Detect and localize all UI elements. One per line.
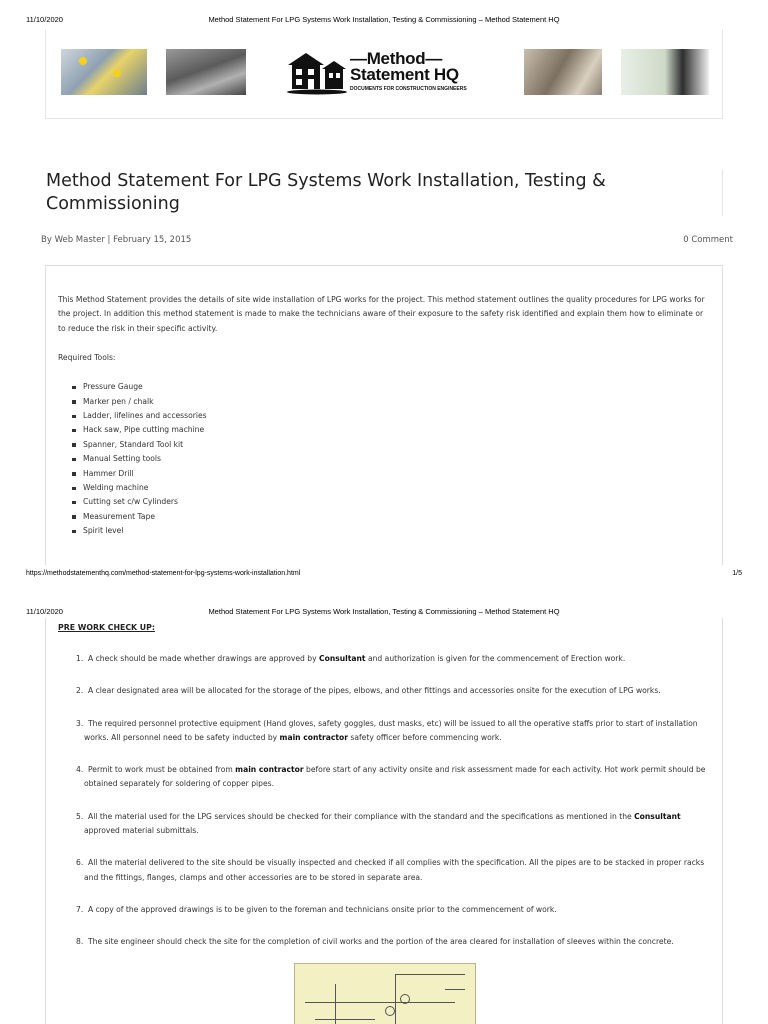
logo-line-1: —Method— [350,49,443,68]
list-item: Pressure Gauge [72,380,710,394]
banner-photo-tiles [524,49,602,95]
print-page-number: 1/5 [732,570,742,577]
banner-photo-pipes [166,49,246,95]
site-logo[interactable] [284,47,484,99]
list-item: Ladder, lifelines and accessories [72,409,710,423]
list-item: 1. A check should be made whether drawings are approved by Consultant and authorization is given for the commencement of Erection work. [76,654,626,663]
print-url: https://methodstatementhq.com/method-statement-for-lpg-systems-work-installation.html [26,570,301,577]
list-item: Spanner, Standard Tool kit [72,438,710,452]
list-item: Cutting set c/w Cylinders [72,495,710,509]
logo-line-2: Statement HQ [350,65,459,84]
article-title: Method Statement For LPG Systems Work Installation, Testing & Commissioning [46,171,606,214]
list-item: 6. All the material delivered to the site should be visually inspected and checked if all complies with the specification. All the pipes are to be stacked in proper racks and the fittings, flanges, clamps and other accessories are to be stored in separate area. [76,858,705,882]
article-body [45,265,723,565]
house-logo-icon [284,49,350,95]
print-date: 11/10/2020 [26,607,63,616]
banner-photo-handshake [621,49,709,95]
site-banner [45,29,723,119]
article-header [45,170,723,216]
list-item: 5. All the material used for the LPG services should be checked for their compliance with the standard and the specifications as mentioned in the Consultant approved material submittals. [76,811,681,836]
list-item: Manual Setting tools [72,452,710,466]
print-title: Method Statement For LPG Systems Work Installation, Testing & Commissioning – Method Statement HQ [208,607,560,616]
article-byline: By Web Master | February 15, 2015 [41,235,192,245]
list-item: 8. The site engineer should check the site for the completion of civil works and the portion of the area cleared for installation of sleeves within the concrete. [76,937,674,947]
list-item: 3. The required personnel protective equipment (Hand gloves, safety goggles, dust masks, etc) will be issued to all the operative staffs prior to start of installation works. All personnel need to be safety inducted by main contractor safety officer before commencing work. [76,718,698,742]
list-item: 7. A copy of the approved drawings is to be given to the foreman and technicians onsite prior to the commencement of work. [76,904,557,914]
lpg-layout-drawing [294,963,476,1024]
tools-list [58,380,710,538]
list-item: Marker pen / chalk [72,395,710,409]
intro-paragraph: This Method Statement provides the details of site wide installation of LPG works for the project. This method statement outlines the quality procedures for LPG works for the project. In addition this method statement is made to make the technicians aware of their exposure to the safety risk identified and explain them how to eliminate or to reduce the risk in their specific activity. [58,295,705,333]
print-date: 11/10/2020 [26,15,63,24]
pre-work-steps [76,652,709,968]
list-item: Hammer Drill [72,467,710,481]
article-body-continued [45,618,723,1024]
logo-tagline: DOCUMENTS FOR CONSTRUCTION ENGINEERS [350,86,467,92]
section-title: PRE WORK CHECK UP: [58,623,155,632]
list-item: Hack saw, Pipe cutting machine [72,423,710,437]
list-item: Measurement Tape [72,510,710,524]
list-item: Spirit level [72,524,710,538]
list-item: 4. Permit to work must be obtained from main contractor before start of any activity onsite and risk assessment made for each activity. Hot work permit should be obtained separately for soldering of copper pipes. [76,765,706,789]
tools-heading: Required Tools: [58,352,116,362]
print-title: Method Statement For LPG Systems Work Installation, Testing & Commissioning – Method Statement HQ [208,15,560,24]
banner-photo-workers [61,49,147,95]
list-item: Welding machine [72,481,710,495]
list-item: 2. A clear designated area will be allocated for the storage of the pipes, elbows, and other fittings and accessories onsite for the execution of LPG works. [76,686,661,696]
comment-count-link[interactable]: 0 Comment [683,235,733,245]
